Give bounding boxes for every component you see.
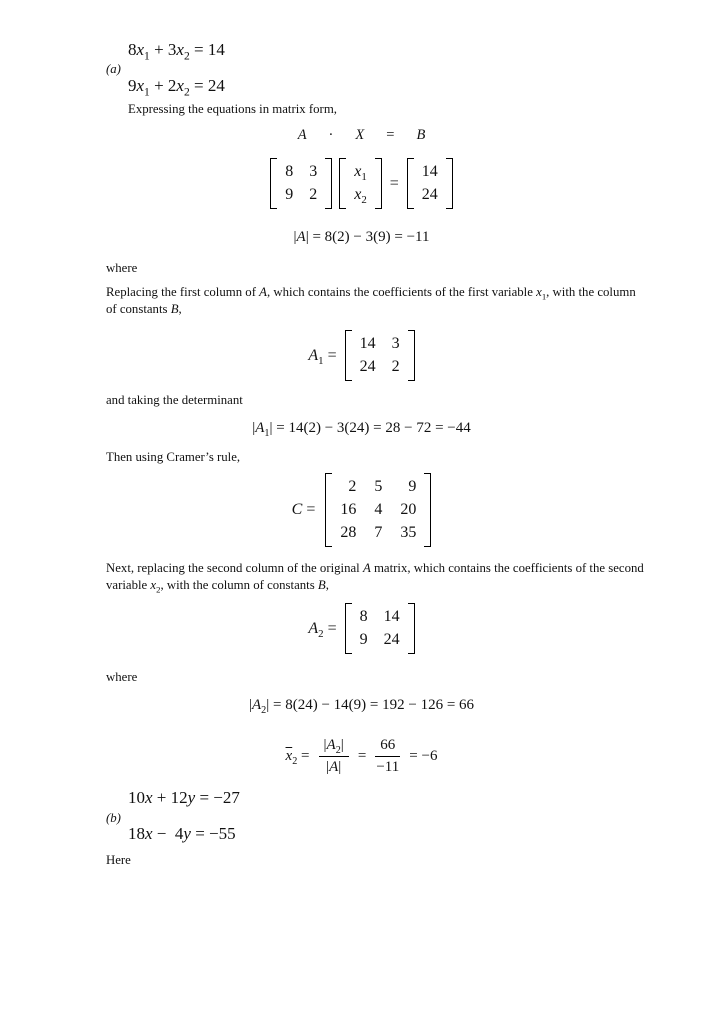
replace-second-paragraph: Next, replacing the second column of the original A matrix, which contains the coefficients of the second variable $x_2$, with the column of constants B, [106,561,644,595]
matrix-cell: 5 [374,478,383,495]
matrix-A [270,158,332,209]
fraction-denominator: |A| [326,758,342,775]
det-A-row [0,229,723,246]
bracket-right [408,330,415,381]
det-A1-row [0,420,723,437]
matrix-A2-row [0,603,723,654]
equals-sign: = [386,127,395,143]
var-X: X [355,127,365,143]
matrix-A2-cells [352,603,408,654]
matrix-equation [0,158,723,209]
replace-first-paragraph: Replacing the first column of A, which contains the coefficients of the first variable $x_1$, with the column of constants B, [106,285,636,317]
matrix-cell: 8 [285,163,294,180]
x2-solution-row [0,736,723,777]
x2-lhs: $\overline{x}_2$ = [285,747,310,767]
taking-determinant-text: and taking the determinant [106,393,243,407]
det-A2-row [0,697,723,714]
equation-b-2: 18x − 4y = −55 [128,824,236,843]
bracket-left [339,158,346,209]
matrix-A-cells [277,158,325,209]
cramers-rule-text: Then using Cramer’s rule, [106,450,241,464]
bracket-left [270,158,277,209]
matrix-cell: 20 [400,501,417,518]
matrix-cell: 24 [359,358,376,375]
vector-X-cells [346,158,375,209]
matrix-cell: 2 [309,186,318,203]
equation-b-1: 10x + 12y = −27 [128,788,240,807]
dot-operator: · [328,127,334,143]
intro-text: Expressing the equations in matrix form, [128,102,337,116]
matrix-A2 [345,603,415,654]
fraction-66-over-neg11 [375,736,400,777]
matrix-cell: 9 [285,186,294,203]
det-A-line: |A| = 8(2) − 3(9) = −11 [293,229,430,245]
det-A1-line: $|A_1| = 14(2) - 3(24) = 28 - 72 = -44$ [252,420,471,439]
bracket-left [345,330,352,381]
matrix-form-header [0,127,723,144]
det-A2-line: $|A_2| = 8(24) - 14(9) = 192 - 126 = 66$ [248,697,475,716]
matrix-cell: 24 [421,186,438,203]
matrix-A1-label: $A_1$ = [308,346,337,367]
matrix-cell: 4 [374,501,383,518]
equals-sign: = [357,747,367,764]
matrix-cell: 7 [374,524,383,541]
matrix-A2-label: $A_2$ = [308,619,337,640]
vector-X [339,158,382,209]
vector-B [407,158,453,209]
matrix-C-label: C = [291,501,316,518]
var-A: A [297,127,307,143]
bracket-left [345,603,352,654]
bracket-right [446,158,453,209]
matrix-cell: $x_1$ [354,163,367,184]
part-b-label: (b) [106,811,121,825]
part-a-label: (a) [106,62,121,76]
matrix-cell: 3 [309,163,318,180]
equals-sign: = [389,174,399,192]
matrix-cell: $x_2$ [354,186,367,207]
equation-a-1: $8x_1 + 3x_2 = 14$ [128,40,225,63]
matrix-cell: 14 [359,335,376,352]
matrix-cell: 2 [391,358,400,375]
fraction-numerator: 66 [375,736,400,757]
vector-B-cells [414,158,446,209]
fraction-denominator: −11 [376,758,400,775]
bracket-right [408,603,415,654]
matrix-cell: 24 [383,631,400,648]
matrix-A1 [345,330,415,381]
matrix-cell: 14 [421,163,438,180]
equation-a-2: $9x_1 + 2x_2 = 24$ [128,76,225,99]
here-text: Here [106,853,131,867]
bracket-right [325,158,332,209]
fraction-numerator: $|A_2|$ [319,736,349,757]
matrix-C-cells [332,473,424,547]
matrix-cell: 28 [340,524,357,541]
matrix-cell: 14 [383,608,400,625]
matrix-A1-row [0,330,723,381]
bracket-right [424,473,431,547]
fraction-detA2-over-detA [319,736,349,777]
x2-result: = −6 [409,747,438,764]
bracket-left [407,158,414,209]
matrix-C [325,473,431,547]
var-B: B [416,127,426,143]
bracket-right [375,158,382,209]
matrix-cell: 9 [359,631,368,648]
where-text-2: where [106,670,138,684]
matrix-cell: 3 [391,335,400,352]
matrix-cell: 2 [348,478,357,495]
matrix-cell: 9 [408,478,417,495]
matrix-cell: 35 [400,524,417,541]
matrix-C-row [0,473,723,547]
matrix-A1-cells [352,330,408,381]
matrix-cell: 16 [340,501,357,518]
where-text-1: where [106,261,138,275]
matrix-cell: 8 [359,608,368,625]
bracket-left [325,473,332,547]
